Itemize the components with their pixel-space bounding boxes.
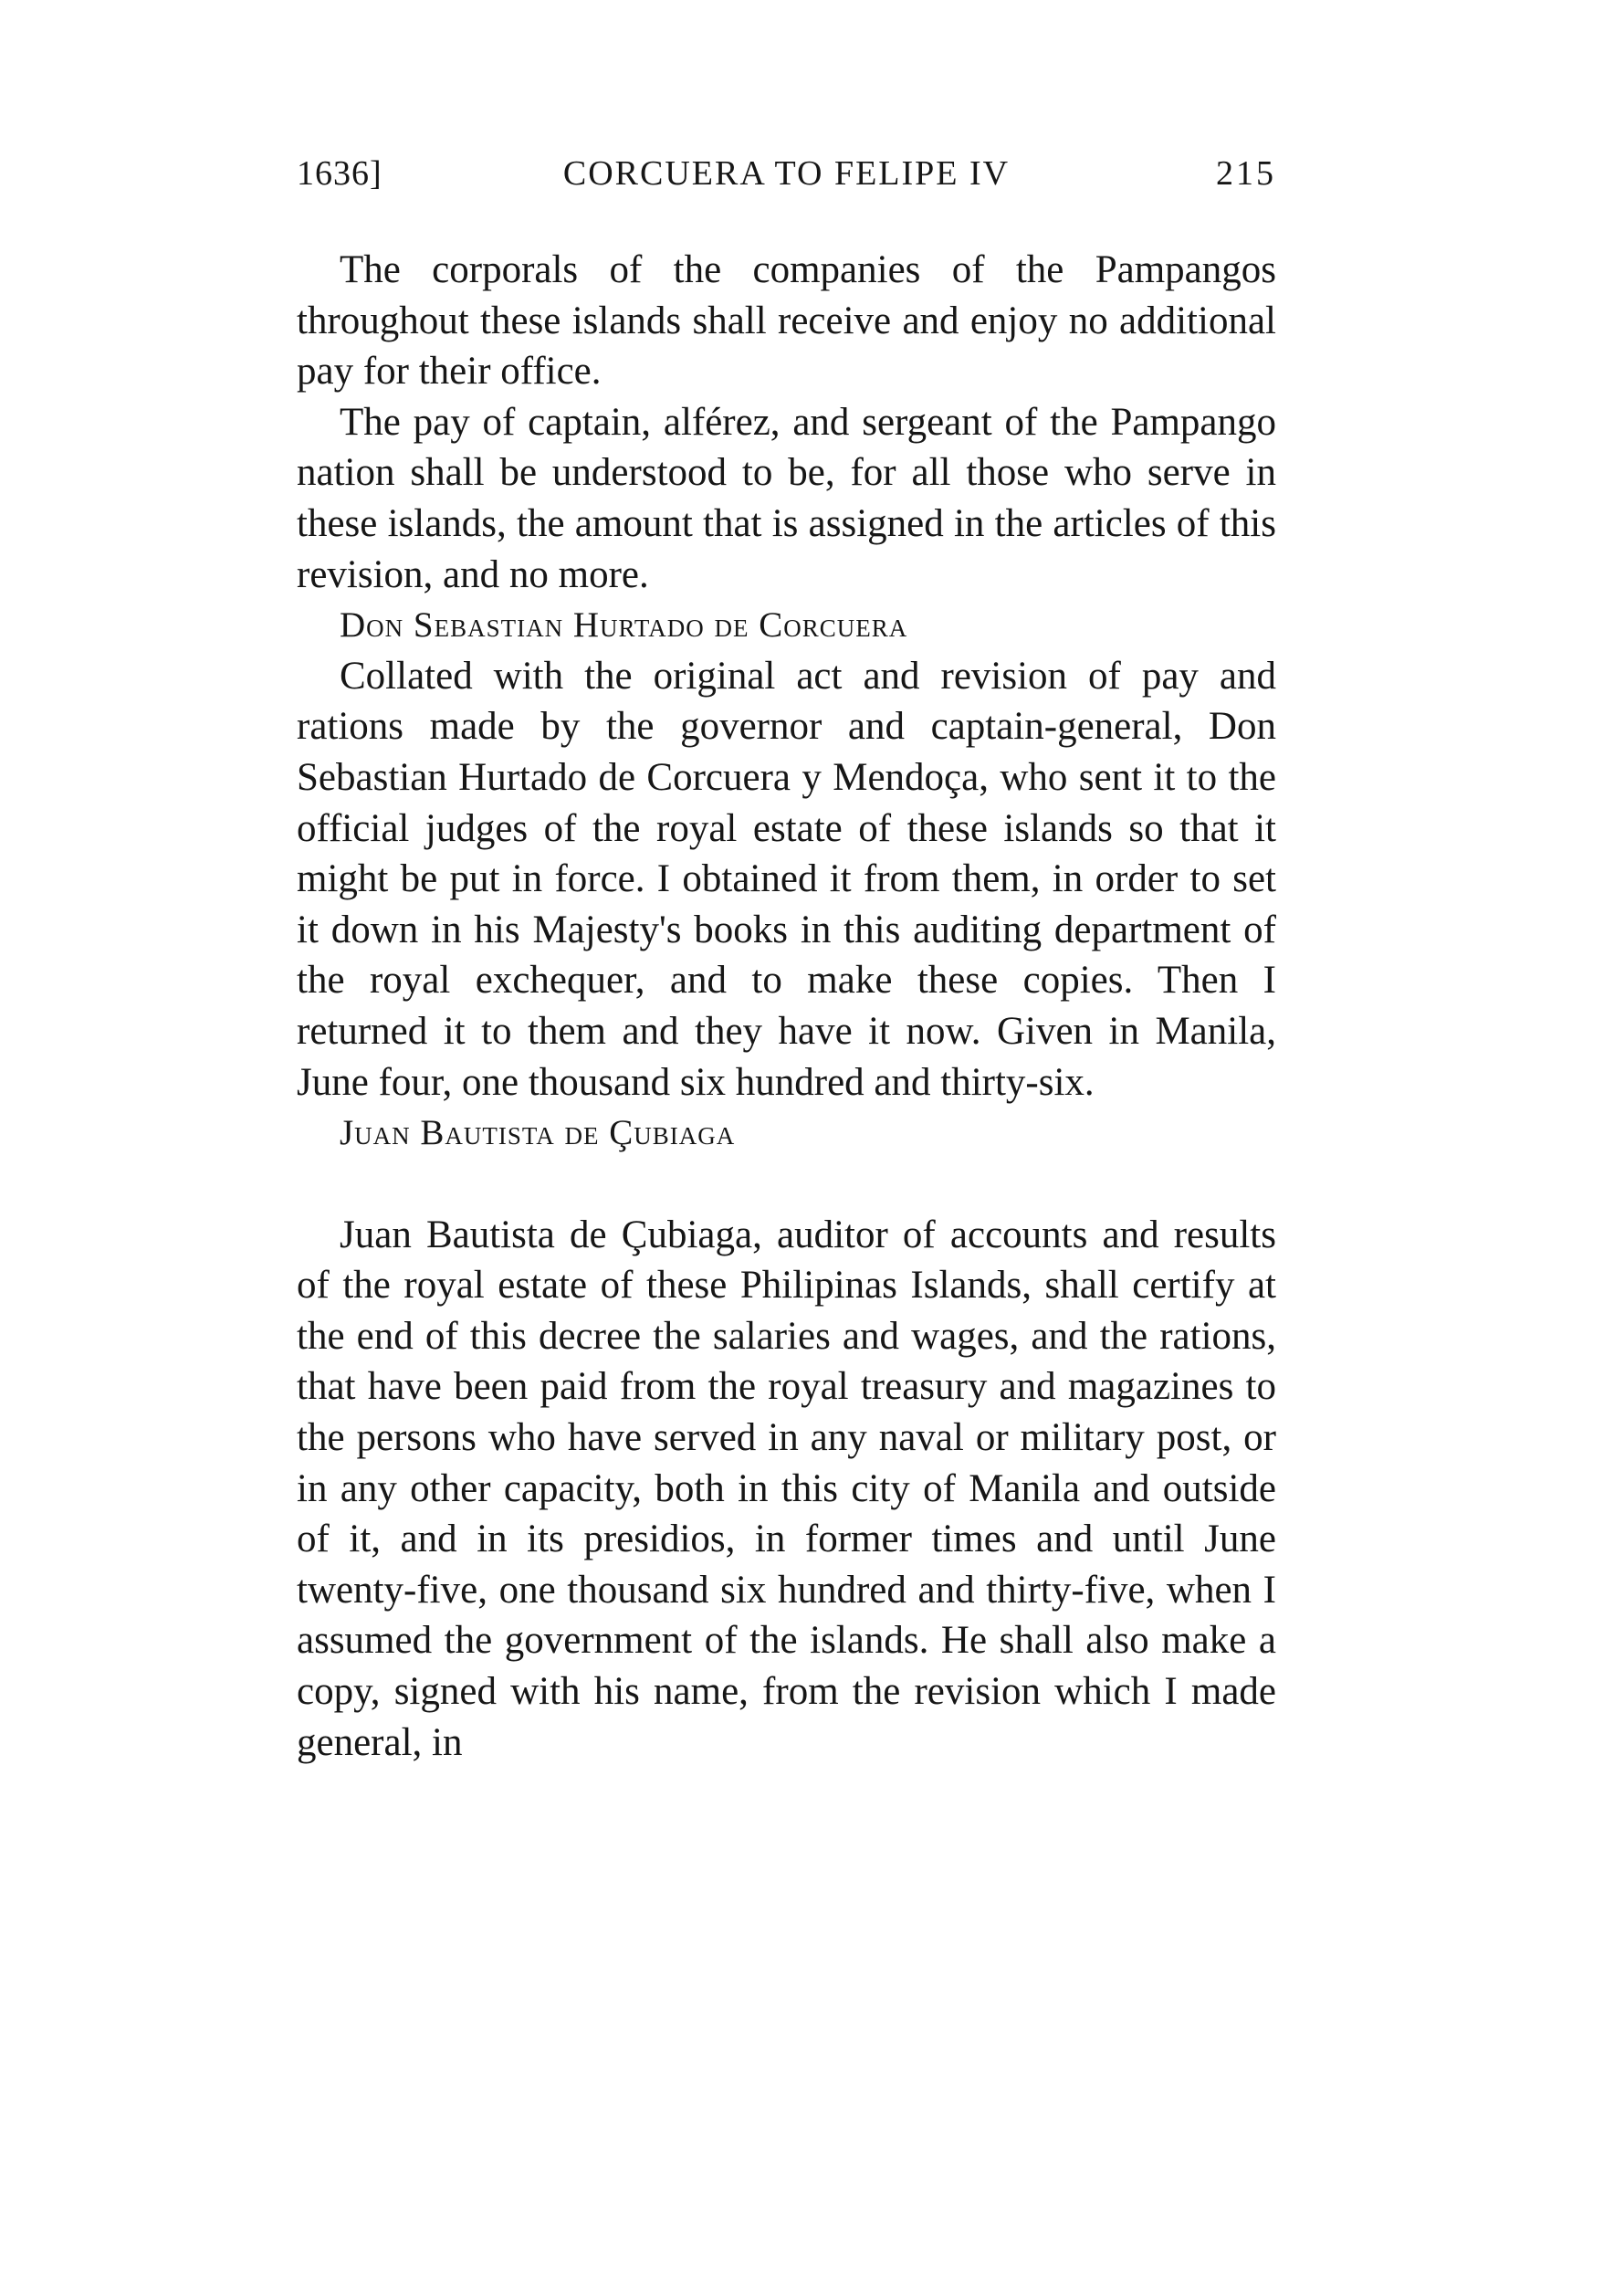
- header-title: CORCUERA TO FELIPE IV: [562, 154, 1011, 193]
- header-year: 1636]: [297, 154, 382, 193]
- paragraph-officers-pay: The pay of captain, alférez, and sergeant of the Pampango nation shall be understood to be, for all those who serve in these islands, the amount that is assigned in the articles of this revision, and no more.: [297, 400, 1276, 596]
- paragraph-cubiaga-certify: Juan Bautista de Çubiaga, auditor of accounts and results of the royal estate of these Philipinas Islands, shall certify at the end of this decree the salaries and wages, and the rations, that have been paid from the royal treasury and magazines to the persons who have served in any naval or military post, or in any other capacity, both in this city of Manila and outside of it, and in its presidios, in former times and until June twenty-five, one thousand six hundred and thirty-five, when I assumed the government of the islands. He shall also make a copy, signed with his name, from the revision which I made general, in: [297, 1213, 1276, 1764]
- section-spacer: [297, 1159, 1276, 1210]
- paragraph-corporals-pay: The corporals of the companies of the Pampangos throughout these islands shall receive and enjoy no additional pay for their office.: [297, 248, 1276, 394]
- signature-cubiaga: Juan Bautista de Çubiaga: [340, 1113, 736, 1153]
- body-text: [297, 245, 1276, 1768]
- running-head: [297, 153, 1276, 208]
- page-number: 215: [1216, 154, 1276, 193]
- paragraph-collation: Collated with the original act and revision of pay and rations made by the governor and captain-general, Don Sebastian Hurtado de Corcuera y Mendoça, who sent it to the official judges of the royal estate of these islands so that it might be put in force. I obtained it from them, in order to set it down in his Majesty's books in this auditing department of the royal exchequer, and to make these copies. Then I returned it to them and they have it now. Given in Manila, June four, one thousand six hundred and thirty-six.: [297, 654, 1276, 1104]
- signature-corcuera: Don Sebastian Hurtado de Corcuera: [340, 605, 908, 646]
